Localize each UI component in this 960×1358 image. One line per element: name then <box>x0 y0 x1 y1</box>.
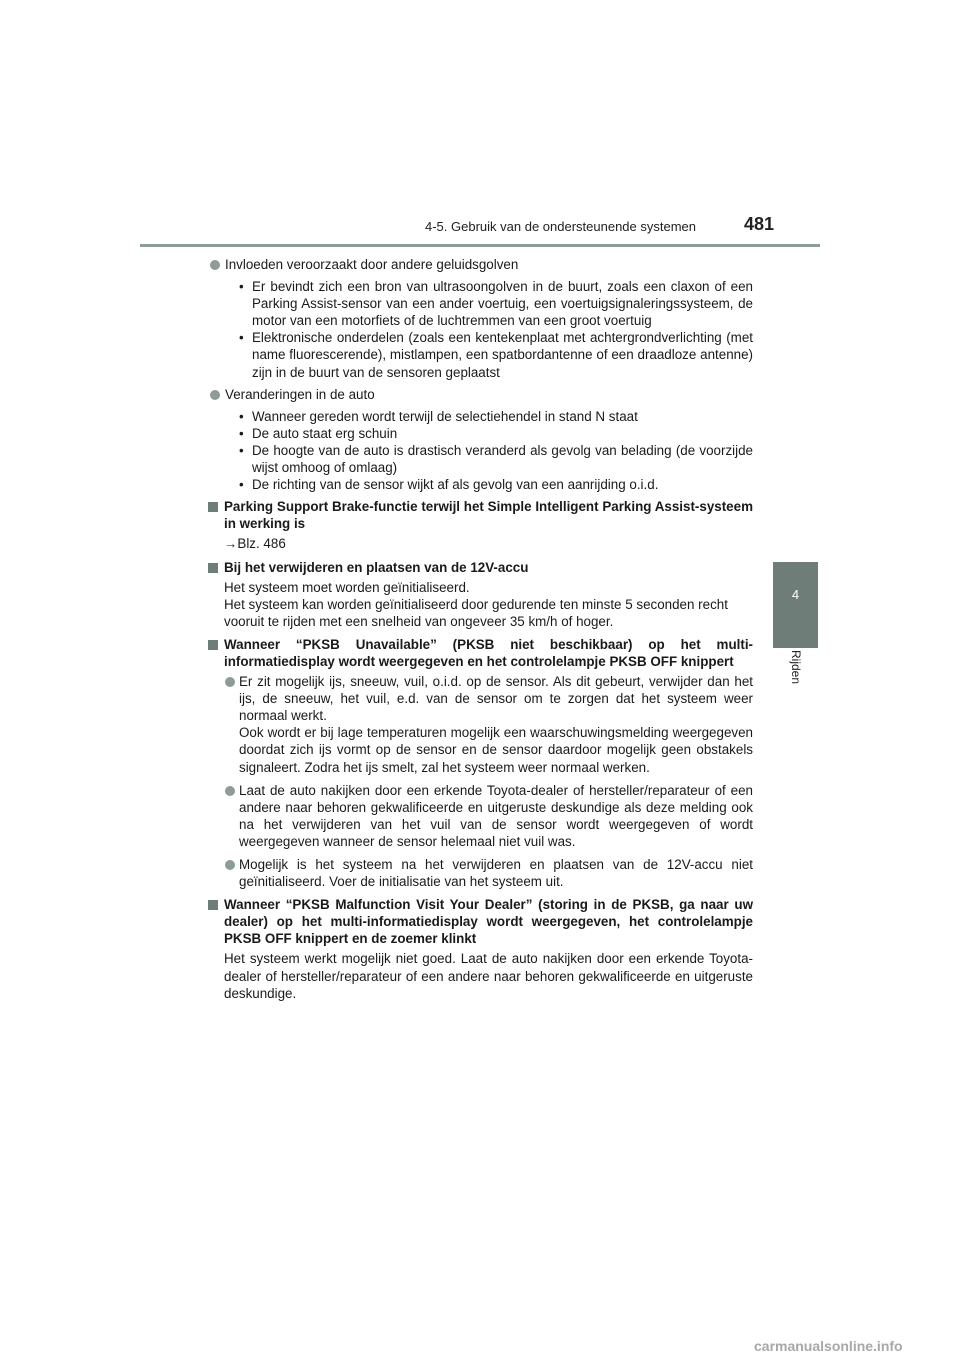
circle-item-changes <box>206 386 753 403</box>
list-item: • Wanneer gereden wordt terwijl de selectiehendel in stand N staat <box>239 408 638 424</box>
unavailable-item-1: Er zit mogelijk ijs, sneeuw, vuil, o.i.d. op de sensor. Als dit gebeurt, verwijder dan het ijs, de sneeuw, het vuil, e.d. van de sensor om te zorgen dat het systeem weer normaal werkt. <box>206 673 753 724</box>
dot-bullet-icon: • <box>239 408 244 424</box>
battery-line-2: Het systeem kan worden geïnitialiseerd door gedurende ten minste 5 seconden recht vooruit te rijden met een snelheid van ongeveer 35 km/h of hoger. <box>224 596 728 629</box>
circle-bullet-icon <box>210 390 220 400</box>
chapter-label: Rijden <box>789 650 803 685</box>
list-item: • Elektronische onderdelen (zoals een kentekenplaat met achtergrondverlichting (met name fluorescerende), mistlampen, een spatbordantenne of een draadloze antenne) zijn in de buurt van de sensoren geplaatst <box>239 330 753 380</box>
circle-bullet-icon <box>225 860 235 870</box>
list-item: • De richting van de sensor wijkt af als gevolg van een aanrijding o.i.d. <box>239 477 659 493</box>
unavailable-item-2: Laat de auto nakijken door een erkende Toyota-dealer of hersteller/reparateur of een andere naar behoren gekwalificeerde en uitgeruste deskundige als deze melding ook na het verwijderen van het vuil van de sensor wordt weergegeven of wordt weergegeven wanneer de sensor helemaal niet vuil was. <box>206 782 753 850</box>
dot-bullet-icon: • <box>239 477 244 493</box>
section-parking <box>206 498 753 532</box>
section-unavailable <box>206 636 753 670</box>
square-bullet-icon <box>208 563 218 573</box>
dot-bullet-icon: • <box>239 442 244 458</box>
parking-heading: Parking Support Brake-functie terwijl het Simple Intelligent Parking Assist-systeem in werking is <box>224 499 753 532</box>
page-number: 481 <box>744 214 775 234</box>
circle-bullet-icon <box>225 677 235 687</box>
circle-item-noise <box>206 256 753 273</box>
parking-reference: →Blz. 486 <box>224 536 286 552</box>
watermark: carmanualsonline.info <box>754 1338 903 1354</box>
list-item: • De auto staat erg schuin <box>239 425 398 441</box>
page-content <box>206 256 753 1008</box>
dot-bullet-icon: • <box>239 425 244 441</box>
unavailable-item-1-cont: Ook wordt er bij lage temperaturen mogelijk een waarschuwingsmelding weergegeven doordat zich ijs vormt op de sensor en de sensor daardoor mogelijk geen obstakels signaleert. Zodra het ijs smelt, zal het systeem weer normaal werken. <box>239 725 753 775</box>
section-malfunction <box>206 896 753 947</box>
malfunction-heading: Wanneer “PKSB Malfunction Visit Your Dealer” (storing in de PKSB, ga naar uw dealer) op het multi-informatiedisplay wordt weergegeven, het controlelampje PKSB OFF knippert en de zoemer klinkt <box>224 897 753 947</box>
square-bullet-icon <box>208 502 218 512</box>
header-divider <box>140 244 820 247</box>
battery-heading: Bij het verwijderen en plaatsen van de 12V-accu <box>224 559 529 575</box>
circle-bullet-icon <box>210 260 220 270</box>
changes-heading: Veranderingen in de auto <box>225 386 375 402</box>
dot-bullet-icon: • <box>239 279 244 295</box>
list-item: • De hoogte van de auto is drastisch veranderd als gevolg van belading (de voorzijde wijst omhoog of omlaag) <box>239 442 753 476</box>
dot-bullet-icon: • <box>239 330 244 346</box>
running-header: 4-5. Gebruik van de ondersteunende systemen <box>425 219 697 234</box>
malfunction-body: Het systeem werkt mogelijk niet goed. Laat de auto nakijken door een erkende Toyota-dealer of hersteller/reparateur of een andere naar behoren gekwalificeerde en uitgeruste deskundige. <box>224 951 753 1001</box>
chapter-tab <box>773 562 818 648</box>
unavailable-heading: Wanneer “PKSB Unavailable” (PKSB niet beschikbaar) op het multi-informatiedisplay wordt weergegeven en het controlelampje PKSB OFF knippert <box>224 636 753 669</box>
section-battery <box>206 559 753 576</box>
square-bullet-icon <box>208 900 218 910</box>
noise-heading: Invloeden veroorzaakt door andere geluidsgolven <box>225 257 519 272</box>
unavailable-item-3: Mogelijk is het systeem na het verwijderen en plaatsen van de 12V-accu niet geïnitialiseerd. Voer de initialisatie van het systeem uit. <box>206 856 753 890</box>
square-bullet-icon <box>208 640 218 650</box>
battery-line-1: Het systeem moet worden geïnitialiseerd. <box>224 579 470 595</box>
list-item: • Er bevindt zich een bron van ultrasoongolven in de buurt, zoals een claxon of een Parking Assist-sensor van een ander voertuig, een voertuigsignaleringssysteem, de motor van een motorfiets of de luchtremmen van een groot voertuig <box>239 279 753 329</box>
chapter-number: 4 <box>791 587 800 602</box>
circle-bullet-icon <box>225 786 235 796</box>
